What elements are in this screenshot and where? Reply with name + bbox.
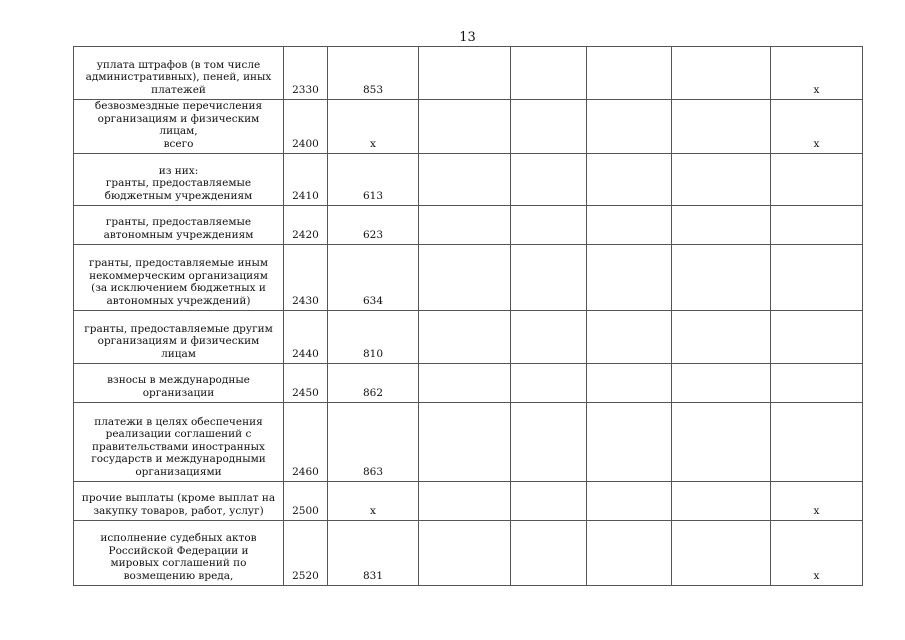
table-row — [74, 245, 863, 311]
budget-table — [73, 46, 863, 586]
page-number: 13 — [459, 30, 476, 45]
empty-cell — [419, 47, 511, 100]
row-code-cell: 2460 — [284, 403, 328, 482]
empty-cell — [587, 521, 672, 586]
empty-cell — [511, 206, 587, 245]
row-mark-cell — [771, 364, 863, 403]
empty-cell — [419, 482, 511, 521]
row-code-cell: 2520 — [284, 521, 328, 586]
empty-cell — [672, 482, 771, 521]
table-row — [74, 364, 863, 403]
row-name-cell: исполнение судебных актов Российской Федерации и мировых соглашений по возмещению вреда, — [74, 521, 284, 586]
empty-cell — [672, 521, 771, 586]
empty-cell — [419, 521, 511, 586]
empty-cell — [511, 403, 587, 482]
empty-cell — [672, 311, 771, 364]
empty-cell — [672, 154, 771, 206]
empty-cell — [511, 364, 587, 403]
row-code-cell: 2330 — [284, 47, 328, 100]
empty-cell — [672, 245, 771, 311]
row-name-cell: гранты, предоставляемые другим организациям и физическим лицам — [74, 311, 284, 364]
table-row — [74, 47, 863, 100]
empty-cell — [511, 154, 587, 206]
row-name-cell: платежи в целях обеспечения реализации соглашений с правительствами иностранных государств и международными организациями — [74, 403, 284, 482]
empty-cell — [511, 245, 587, 311]
empty-cell — [511, 311, 587, 364]
empty-cell — [419, 311, 511, 364]
row-kbk-cell: 634 — [328, 245, 419, 311]
table-row — [74, 311, 863, 364]
row-code-cell: 2430 — [284, 245, 328, 311]
row-mark-cell: x — [771, 521, 863, 586]
row-code-cell: 2420 — [284, 206, 328, 245]
row-kbk-cell: 613 — [328, 154, 419, 206]
empty-cell — [587, 206, 672, 245]
row-mark-cell: x — [771, 100, 863, 154]
empty-cell — [419, 100, 511, 154]
empty-cell — [672, 206, 771, 245]
row-kbk-cell: 863 — [328, 403, 419, 482]
empty-cell — [419, 403, 511, 482]
row-mark-cell — [771, 206, 863, 245]
row-code-cell: 2450 — [284, 364, 328, 403]
row-name-cell: гранты, предоставляемые автономным учреждениям — [74, 206, 284, 245]
row-kbk-cell: x — [328, 482, 419, 521]
row-kbk-cell: 623 — [328, 206, 419, 245]
table-row — [74, 100, 863, 154]
row-mark-cell: x — [771, 47, 863, 100]
empty-cell — [587, 100, 672, 154]
empty-cell — [587, 311, 672, 364]
row-code-cell: 2500 — [284, 482, 328, 521]
empty-cell — [672, 47, 771, 100]
row-kbk-cell: x — [328, 100, 419, 154]
empty-cell — [672, 100, 771, 154]
empty-cell — [511, 482, 587, 521]
empty-cell — [419, 245, 511, 311]
row-name-cell: из них: гранты, предоставляемые бюджетным учреждениям — [74, 154, 284, 206]
row-mark-cell — [771, 154, 863, 206]
empty-cell — [672, 364, 771, 403]
table-row — [74, 521, 863, 586]
row-name-cell: прочие выплаты (кроме выплат на закупку товаров, работ, услуг) — [74, 482, 284, 521]
empty-cell — [511, 47, 587, 100]
empty-cell — [672, 403, 771, 482]
row-kbk-cell: 853 — [328, 47, 419, 100]
row-kbk-cell: 831 — [328, 521, 419, 586]
row-mark-cell — [771, 403, 863, 482]
table-row — [74, 403, 863, 482]
empty-cell — [587, 47, 672, 100]
row-kbk-cell: 810 — [328, 311, 419, 364]
row-mark-cell: x — [771, 482, 863, 521]
empty-cell — [587, 154, 672, 206]
empty-cell — [587, 403, 672, 482]
row-name-cell: взносы в международные организации — [74, 364, 284, 403]
row-mark-cell — [771, 311, 863, 364]
table-row — [74, 206, 863, 245]
table-row — [74, 482, 863, 521]
empty-cell — [419, 154, 511, 206]
row-mark-cell — [771, 245, 863, 311]
empty-cell — [587, 482, 672, 521]
row-name-cell: гранты, предоставляемые иным некоммерческим организациям (за исключением бюджетных и автономных учреждений) — [74, 245, 284, 311]
empty-cell — [587, 245, 672, 311]
row-name-cell: уплата штрафов (в том числе административных), пеней, иных платежей — [74, 47, 284, 100]
row-name-cell: безвозмездные перечисления организациям и физическим лицам, всего — [74, 100, 284, 154]
empty-cell — [511, 521, 587, 586]
row-code-cell: 2440 — [284, 311, 328, 364]
empty-cell — [511, 100, 587, 154]
row-code-cell: 2400 — [284, 100, 328, 154]
empty-cell — [419, 206, 511, 245]
empty-cell — [587, 364, 672, 403]
row-kbk-cell: 862 — [328, 364, 419, 403]
table-row — [74, 154, 863, 206]
row-code-cell: 2410 — [284, 154, 328, 206]
empty-cell — [419, 364, 511, 403]
